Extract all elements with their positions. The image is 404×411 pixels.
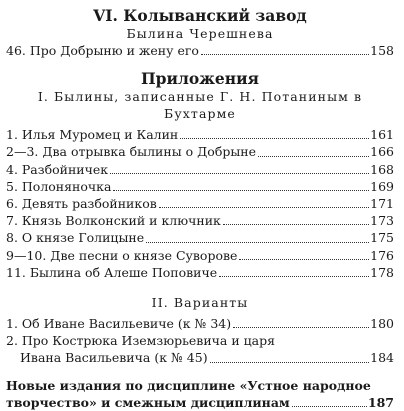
toc-entry-multiline[interactable] — [6, 332, 394, 366]
entry-page: 173 — [370, 213, 394, 229]
dot-leader — [113, 190, 369, 191]
toc-entry[interactable] — [6, 143, 394, 160]
entry-title: 6. Девять разбойников — [6, 196, 157, 212]
entry-title-line2: творчество» и смежным дисциплинам — [6, 394, 290, 410]
dot-leader — [110, 173, 369, 174]
entry-title-line1: 2. Про Кострюка Иземзюрьевича и царя — [6, 333, 276, 349]
entry-title: 8. О князе Голицыне — [6, 230, 145, 246]
dot-leader — [223, 224, 369, 225]
toc-entry[interactable] — [6, 229, 394, 246]
dot-leader — [258, 156, 369, 157]
dot-leader — [159, 207, 369, 208]
entry-title: 2—3. Два отрывка былины о Добрыне — [6, 144, 257, 160]
dot-leader — [219, 276, 369, 277]
dot-leader — [210, 362, 370, 363]
toc-entry[interactable] — [6, 315, 394, 332]
entry-page: 187 — [367, 394, 394, 410]
entry-page: 158 — [370, 43, 394, 58]
entry-page: 176 — [370, 247, 394, 263]
entry-page: 171 — [370, 196, 394, 212]
dot-leader — [180, 138, 369, 139]
dot-leader — [239, 259, 369, 260]
entry-title: 7. Князь Волконский и ключник — [6, 213, 221, 229]
toc-entry[interactable] — [6, 161, 394, 178]
appendix-part1-title: I. Былины, записанные Г. Н. Потаниным в Бухтарме — [37, 89, 363, 122]
entry-page: 180 — [370, 316, 394, 332]
toc-entry-new-editions[interactable] — [6, 377, 394, 411]
dot-leader — [233, 327, 369, 328]
toc-entry[interactable] — [6, 264, 394, 281]
dot-leader — [201, 54, 369, 55]
toc-entry[interactable] — [6, 42, 394, 59]
entry-title: 46. Про Добрыню и жену его — [6, 43, 199, 58]
section-subtitle: Былина Черешнева — [126, 26, 274, 41]
entry-title-line2: Ивана Васильевича (к № 45) — [20, 350, 208, 366]
entry-title: 4. Разбойничек — [6, 161, 109, 177]
toc-entry[interactable] — [6, 195, 394, 212]
entry-page: 161 — [370, 127, 394, 143]
entry-title-line1: Новые издания по дисциплине «Устное народное — [6, 377, 371, 393]
entry-page: 175 — [370, 230, 394, 246]
entry-page: 169 — [370, 178, 394, 194]
entry-title: 11. Былина об Алеше Поповиче — [6, 264, 218, 280]
toc-entry[interactable] — [6, 247, 394, 264]
entry-title: 9—10. Две песни о князе Суворове — [6, 247, 238, 263]
entry-page: 184 — [370, 350, 394, 366]
toc-entry[interactable] — [6, 178, 394, 195]
entry-title: 1. Об Иване Васильевиче (к № 34) — [6, 316, 232, 332]
appendix-title: Приложения — [140, 69, 260, 89]
entry-page: 168 — [370, 161, 394, 177]
toc-entry[interactable] — [6, 212, 394, 229]
section-title: VI. Колыванский завод — [93, 6, 307, 25]
entry-page: 166 — [370, 144, 394, 160]
dot-leader — [146, 242, 369, 243]
entry-page: 178 — [370, 264, 394, 280]
entry-title: 5. Полоняночка — [6, 178, 112, 194]
entry-title: 1. Илья Муромец и Калин — [6, 127, 179, 143]
toc-entry[interactable] — [6, 126, 394, 143]
appendix-part2-title: II. Варианты — [151, 295, 249, 311]
dot-leader — [292, 406, 367, 407]
